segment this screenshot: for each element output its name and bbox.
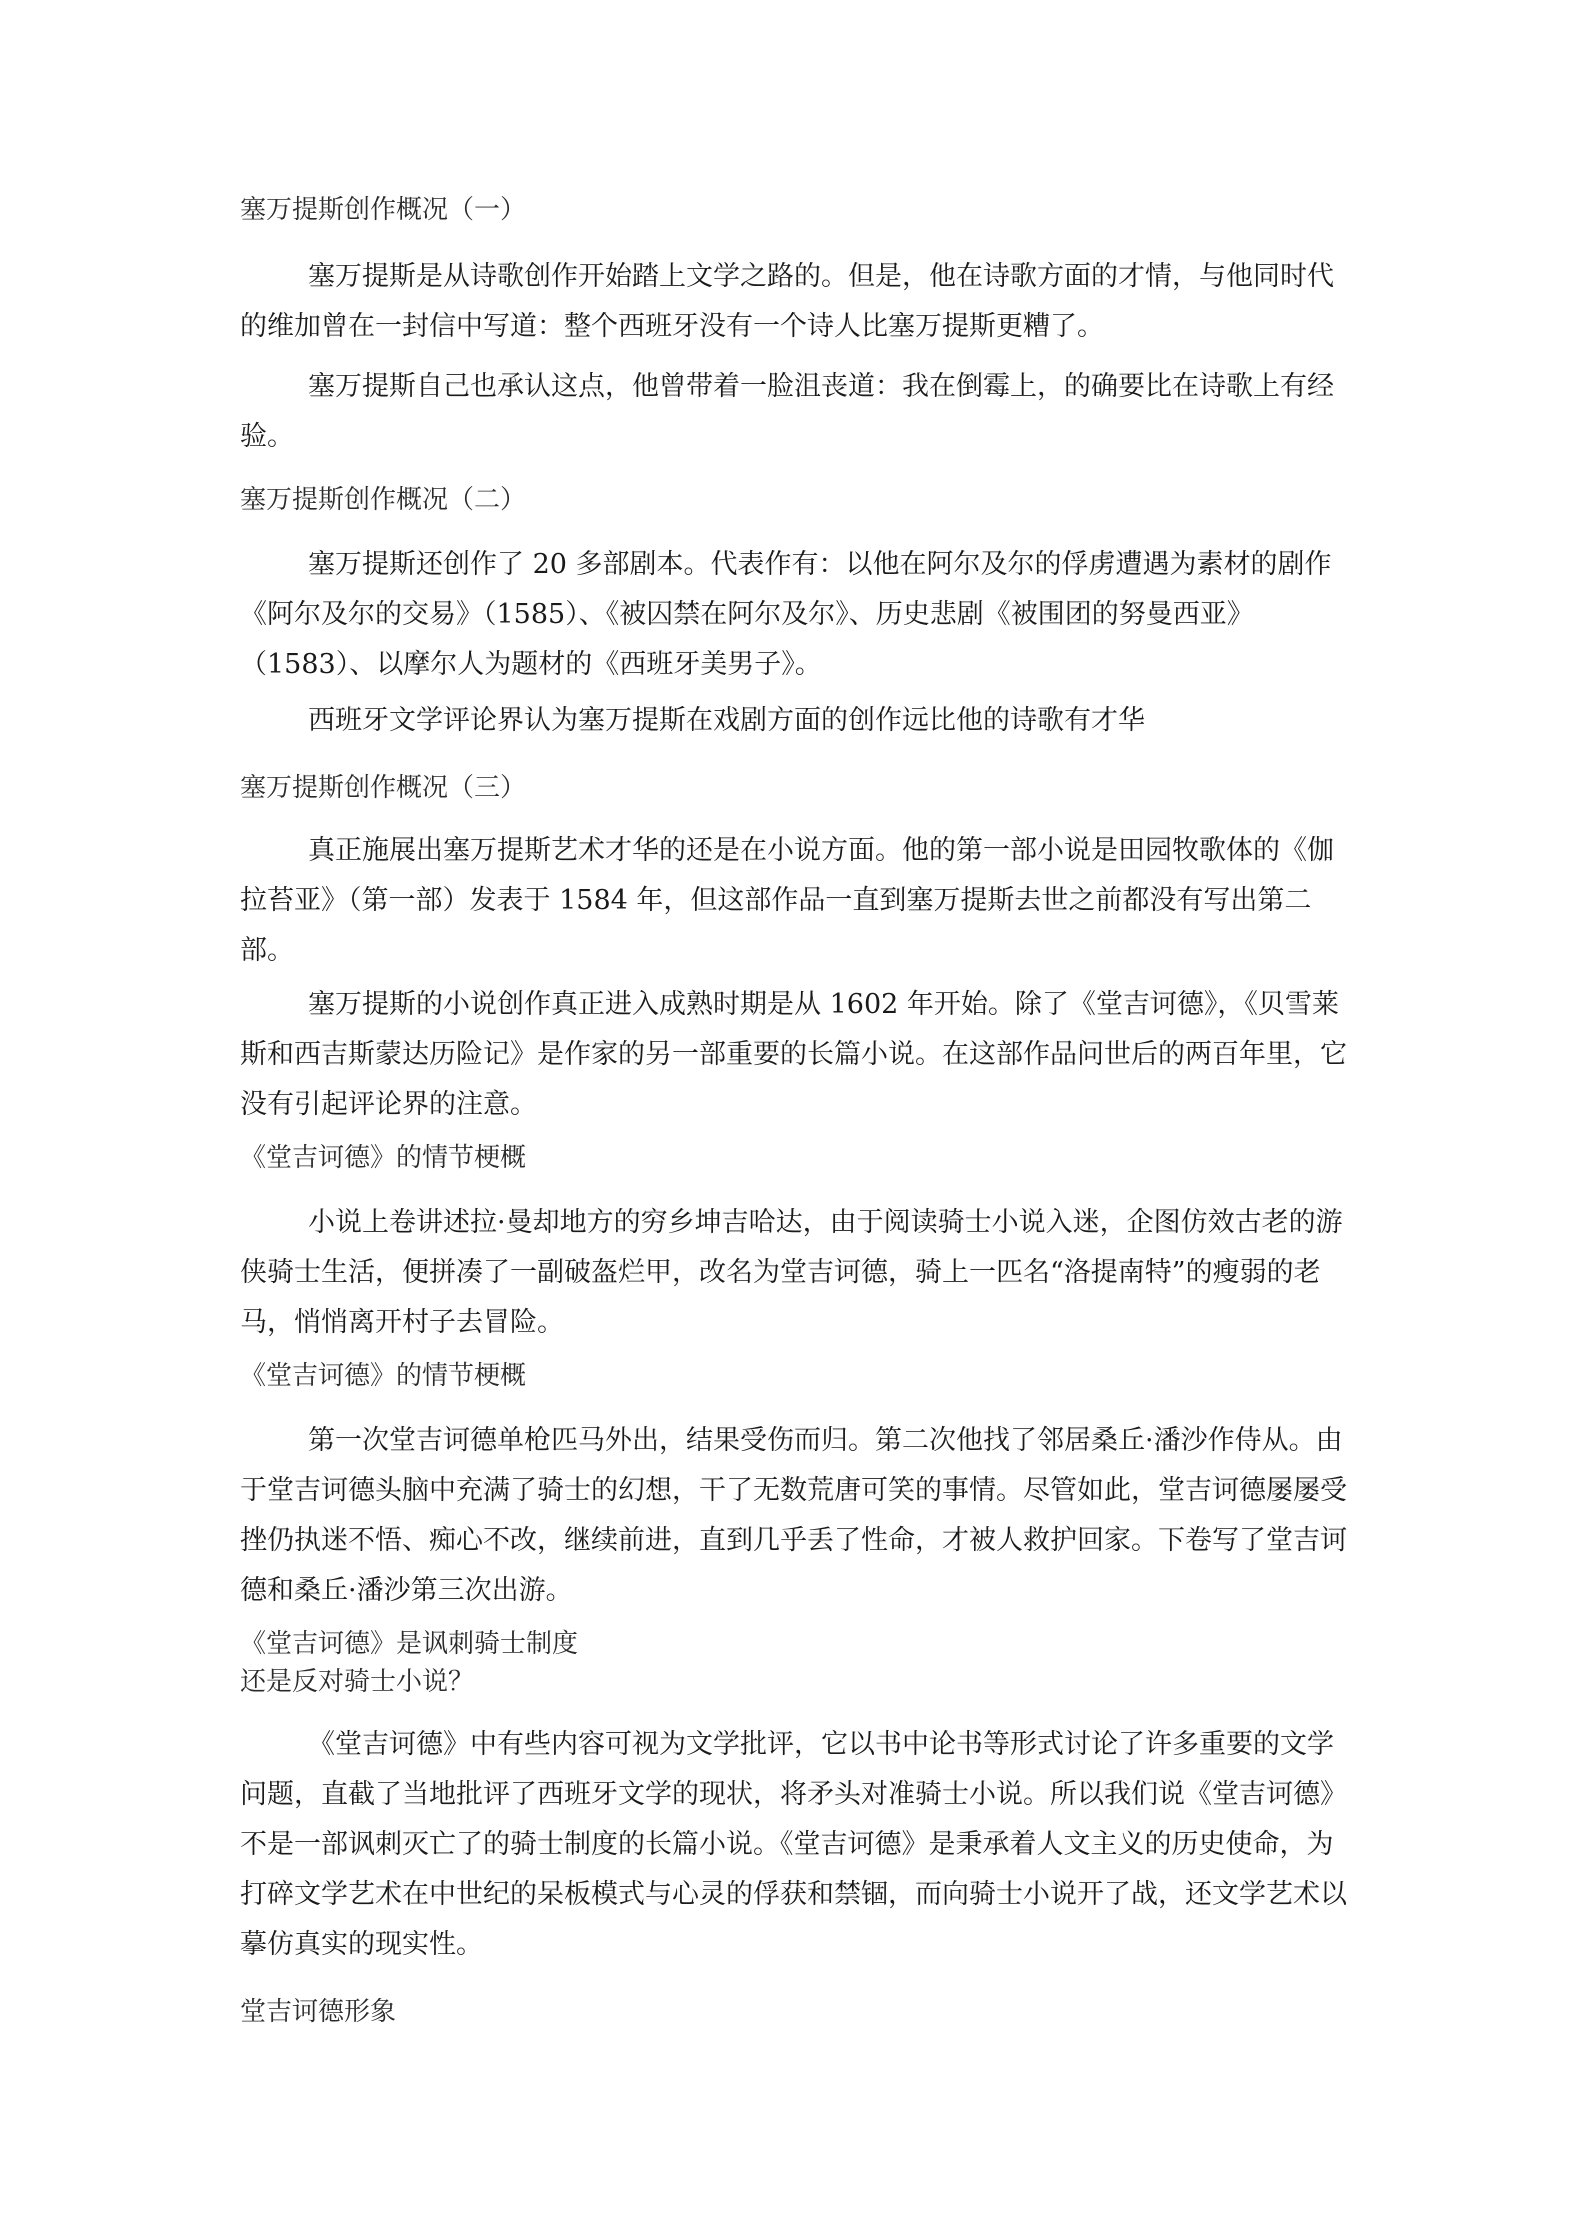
- section-heading-3: 塞万提斯创作概况（三）: [240, 773, 527, 803]
- section-heading-5: 《堂吉诃德》的情节梗概: [240, 1361, 527, 1391]
- section-6-paragraph-1: 《堂吉诃德》中有些内容可视为文学批评，它以书中论书等形式讨论了许多重要的文学问题，直截了当地批评了西班牙文学的现状，将矛头对准骑士小说。所以我们说《堂吉诃德》不是一部讽刺灭亡了的骑士制度的长篇小说。《堂吉诃德》是秉承着人文主义的历史使命，为打碎文学艺术在中世纪的呆板模式与心灵的俘获和禁锢，而向骑士小说开了战，还文学艺术以摹仿真实的现实性。: [240, 1729, 1347, 1960]
- section-heading-1: 塞万提斯创作概况（一）: [240, 195, 527, 225]
- section-2-paragraph-1: 塞万提斯还创作了 20 多部剧本。代表作有：以他在阿尔及尔的俘虏遭遇为素材的剧作《阿尔及尔的交易》（1585）、《被囚禁在阿尔及尔》、历史悲剧《被围团的努曼西亚》（1583）、以摩尔人为题材的《西班牙美男子》。: [240, 549, 1332, 680]
- section-2-paragraph-2: 西班牙文学评论界认为塞万提斯在戏剧方面的创作远比他的诗歌有才华: [308, 705, 1145, 736]
- section-1-paragraph-1: 塞万提斯是从诗歌创作开始踏上文学之路的。但是，他在诗歌方面的才情，与他同时代的维加曾在一封信中写道：整个西班牙没有一个诗人比塞万提斯更糟了。: [240, 261, 1334, 342]
- section-4-paragraph-1: 小说上卷讲述拉·曼却地方的穷乡坤吉哈达，由于阅读骑士小说入迷，企图仿效古老的游侠骑士生活，便拼凑了一副破盔烂甲，改名为堂吉诃德，骑上一匹名“洛提南特”的瘦弱的老马，悄悄离开村子去冒险。: [240, 1207, 1343, 1338]
- section-heading-6-line-2: 还是反对骑士小说？: [240, 1667, 475, 1697]
- section-heading-2: 塞万提斯创作概况（二）: [240, 485, 527, 515]
- section-1-paragraph-2: 塞万提斯自己也承认这点，他曾带着一脸沮丧道：我在倒霉上，的确要比在诗歌上有经验。: [240, 371, 1334, 452]
- section-5-paragraph-1: 第一次堂吉诃德单枪匹马外出，结果受伤而归。第二次他找了邻居桑丘·潘沙作侍从。由于堂吉诃德头脑中充满了骑士的幻想，干了无数荒唐可笑的事情。尽管如此，堂吉诃德屡屡受挫仍执迷不悟、痴心不改，继续前进，直到几乎丢了性命，才被人救护回家。下卷写了堂吉诃德和桑丘·潘沙第三次出游。: [240, 1425, 1347, 1606]
- section-heading-7: 堂吉诃德形象: [240, 1997, 397, 2027]
- section-heading-4: 《堂吉诃德》的情节梗概: [240, 1143, 527, 1173]
- section-3-paragraph-1: 真正施展出塞万提斯艺术才华的还是在小说方面。他的第一部小说是田园牧歌体的《伽拉苔亚》（第一部）发表于 1584 年，但这部作品一直到塞万提斯去世之前都没有写出第二部。: [240, 835, 1334, 966]
- section-3-paragraph-2: 塞万提斯的小说创作真正进入成熟时期是从 1602 年开始。除了《堂吉诃德》，《贝雪莱斯和西吉斯蒙达历险记》是作家的另一部重要的长篇小说。在这部作品问世后的两百年里，它没有引起评论界的注意。: [240, 989, 1347, 1120]
- section-heading-6-line-1: 《堂吉诃德》是讽刺骑士制度: [240, 1629, 579, 1659]
